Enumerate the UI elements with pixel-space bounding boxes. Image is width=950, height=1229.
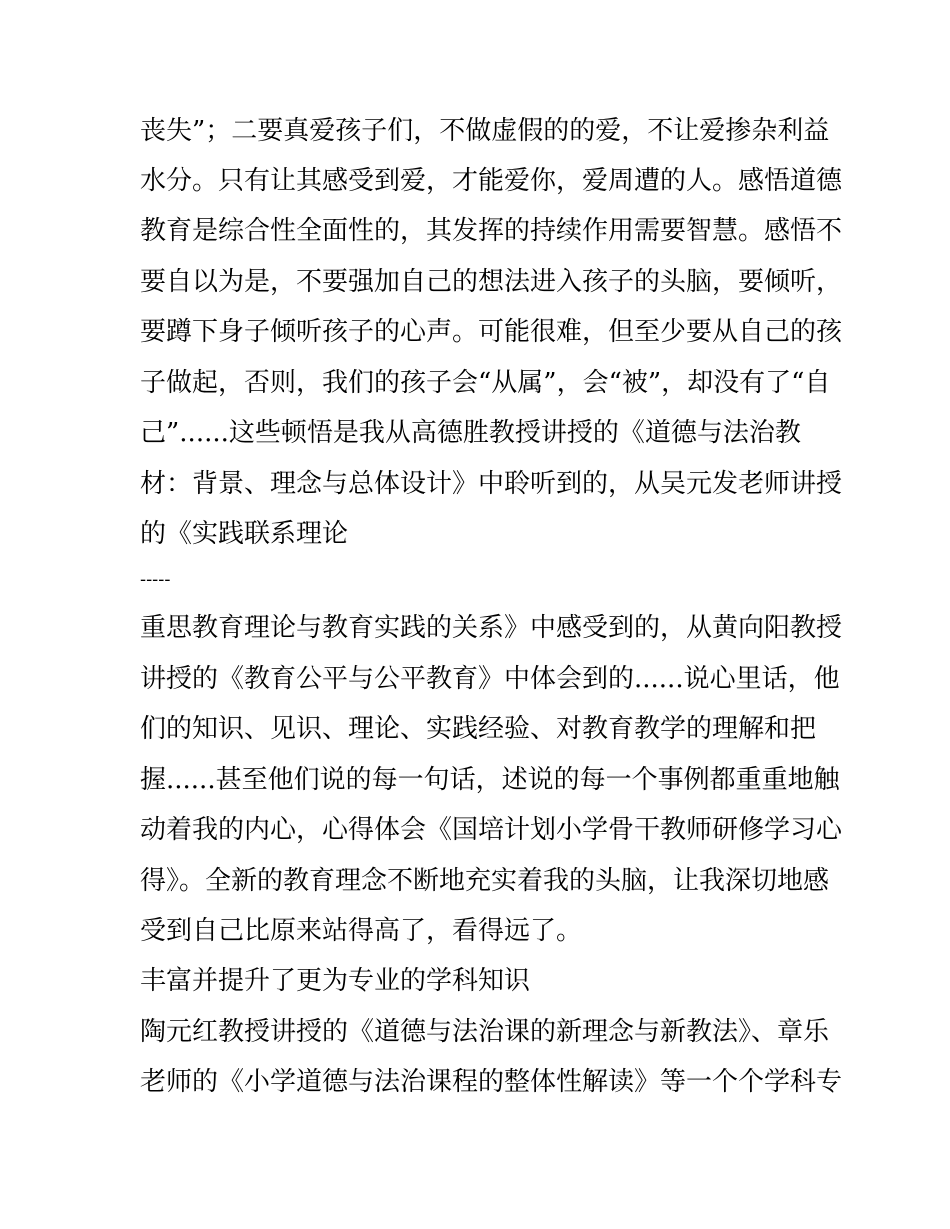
text-line: 材：背景、理念与总体设计》中聆听到的，从吴元发老师讲授: [140, 469, 843, 499]
text-line: 受到自己比原来站得高了，看得远了。: [140, 916, 583, 946]
text-line: 动着我的内心，心得体会《国培计划小学骨干教师研修学习心: [140, 815, 843, 845]
text-line: 水分。只有让其感受到爱，才能爱你，爱周遭的人。感悟道德: [140, 166, 843, 196]
text-line: 教育是综合性全面性的，其发挥的持续作用需要智慧。感悟不: [140, 216, 843, 246]
text-line: 要蹲下身子倾听孩子的心声。可能很难，但至少要从自己的孩: [140, 317, 843, 347]
text-line: 己”......这些顿悟是我从高德胜教授讲授的《道德与法治教: [140, 418, 801, 448]
text-line: 得》。全新的教育理念不断地充实着我的头脑，让我深切地感: [140, 866, 830, 896]
text-line: 的《实践联系理论: [140, 519, 349, 549]
section-heading: 丰富并提升了更为专业的学科知识: [140, 966, 531, 996]
text-line: 要自以为是，不要强加自己的想法进入孩子的头脑，要倾听，: [140, 267, 843, 297]
text-line: 讲授的《教育公平与公平教育》中体会到的......说心里话，他: [140, 664, 840, 694]
text-line: 丧失”；二要真爱孩子们，不做虚假的的爱，不让爱掺杂利益: [140, 116, 830, 146]
text-line: 们的知识、见识、理论、实践经验、对教育教学的理解和把: [140, 714, 817, 744]
page-separator: -----: [140, 569, 171, 590]
text-line: 陶元红教授讲授的《道德与法治课的新理念与新教法》、章乐: [140, 1017, 830, 1047]
text-line: 重思教育理论与教育实践的关系》中感受到的，从黄向阳教授: [140, 613, 843, 643]
text-line: 握......甚至他们说的每一句话，述说的每一个事例都重重地触: [140, 765, 840, 795]
text-line: 子做起，否则，我们的孩子会“从属”，会“被”，却没有了“自: [140, 368, 831, 398]
text-line: 老师的《小学道德与法治课程的整体性解读》等一个个学科专: [140, 1067, 843, 1097]
